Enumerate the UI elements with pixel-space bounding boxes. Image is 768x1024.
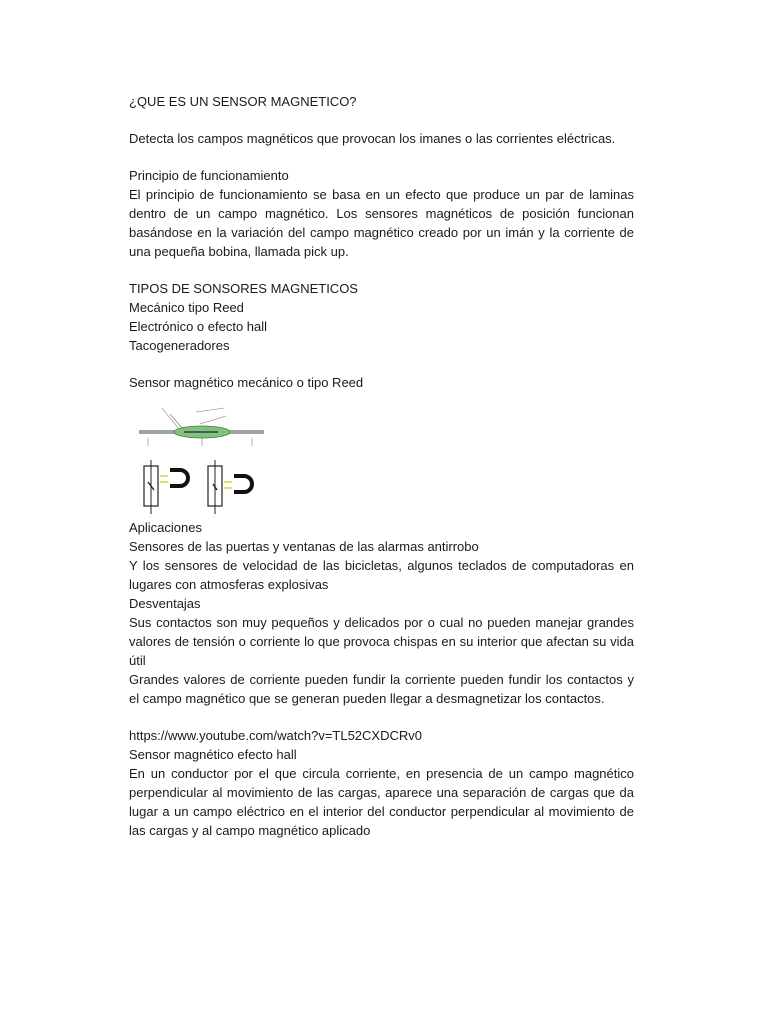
principle-heading: Principio de funcionamiento (129, 168, 289, 183)
reed-open-diagram (144, 460, 188, 514)
hall-paragraph: En un conductor por el que circula corriente, en presencia de un campo magnético perpendicular al movimiento de las cargas, aparece una separación de cargas que da lugar a un campo eléctrico en el interior del conductor perpendicular al movimiento de las cargas y al campo magnético aplicado (129, 766, 634, 838)
application-item: Sensores de las puertas y ventanas de las alarmas antirrobo (129, 539, 479, 554)
type-item-tacho: Tacogeneradores (129, 338, 230, 353)
type-item-reed: Mecánico tipo Reed (129, 300, 244, 315)
reed-closed-diagram (208, 460, 252, 514)
document-body (129, 92, 634, 840)
intro-paragraph: Detecta los campos magnéticos que provocan los imanes o las corrientes eléctricas. (129, 131, 616, 146)
hall-heading: Sensor magnético efecto hall (129, 747, 297, 762)
type-item-hall: Electrónico o efecto hall (129, 319, 268, 334)
reed-switch-diagram (139, 408, 264, 446)
disadvantage-item: Sus contactos son muy pequeños y delicados por o cual no pueden manejar grandes valores de tensión o corriente lo que provoca chispas en su interior que afectan su vida útil (129, 615, 634, 668)
applications-heading: Aplicaciones (129, 520, 202, 535)
reed-switch-figure (134, 398, 269, 516)
document-title: ¿QUE ES UN SENSOR MAGNETICO? (129, 94, 357, 109)
reed-heading: Sensor magnético mecánico o tipo Reed (129, 375, 364, 390)
application-item: Y los sensores de velocidad de las bicicletas, algunos teclados de computadoras en lugares con atmosferas explosivas (129, 558, 634, 592)
disadvantage-item: Grandes valores de corriente pueden fundir la corriente pueden fundir los contactos y el campo magnético que se generan pueden llegar a desmagnetizar los contactos. (129, 672, 634, 706)
disadvantages-heading: Desventajas (129, 596, 201, 611)
types-heading: TIPOS DE SONSORES MAGNETICOS (129, 281, 358, 296)
principle-paragraph: El principio de funcionamiento se basa en un efecto que produce un par de laminas dentro de un campo magnético. Los sensores magnéticos de posición funcionan basándose en la variación del campo magnético creado por un imán y la corriente de una pequeña bobina, llamada pick up. (129, 187, 634, 259)
video-link[interactable]: https://www.youtube.com/watch?v=TL52CXDCRv0 (129, 728, 422, 743)
